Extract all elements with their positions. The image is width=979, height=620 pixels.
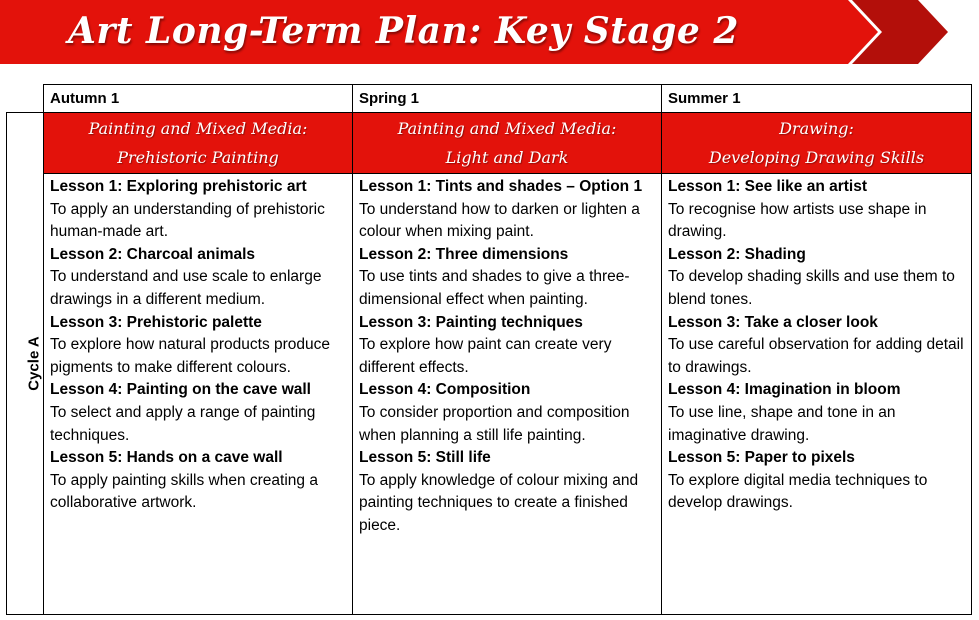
topic-subheading: Developing Drawing Skills [708,148,925,167]
term-header-autumn: Autumn 1 [44,85,353,113]
lessons-cell-summer [662,174,972,615]
lesson-description: To apply painting skills when creating a collaborative artwork. [50,471,318,512]
term-header-summer: Summer 1 [662,85,972,113]
lesson-title: Lesson 1: Tints and shades – Option 1 [359,178,643,195]
lesson-description: To select and apply a range of painting techniques. [50,403,316,444]
topic-subheading: Light and Dark [445,148,569,167]
corner-cell [7,85,44,113]
lesson-title: Lesson 5: Hands on a cave wall [50,449,283,467]
topic-heading: Painting and Mixed Media: [88,119,308,138]
lesson-description: To recognise how artists use shape in drawing. [668,200,927,241]
lesson-description: To use careful observation for adding detail to drawings. [668,336,964,376]
lesson-title: Lesson 3: Take a closer look [668,313,878,331]
lesson-description: To use line, shape and tone in an imaginative drawing. [668,403,896,444]
long-term-plan-table [6,84,972,615]
topic-heading: Painting and Mixed Media: [397,119,617,138]
title-banner [0,0,979,64]
topic-subheading: Prehistoric Painting [117,148,279,167]
lessons-cell-autumn [44,174,353,615]
lesson-title: Lesson 4: Imagination in bloom [668,381,901,399]
lesson-title: Lesson 5: Still life [359,449,491,467]
lesson-description: To apply an understanding of prehistoric human-made art. [50,200,325,241]
lesson-description: To explore digital media techniques to develop drawings. [668,471,928,512]
lesson-description: To understand and use scale to enlarge drawings in a different medium. [50,268,322,308]
topic-cell-autumn [44,113,353,174]
lesson-title: Lesson 3: Prehistoric palette [50,313,262,331]
cycle-cell [7,113,44,615]
lesson-title: Lesson 2: Shading [668,245,806,263]
lessons-cell-spring [353,174,662,615]
page-title: Art Long-Term Plan: Key Stage 2 [68,10,739,52]
term-header-row [7,85,972,113]
lesson-description: To develop shading skills and use them to blend tones. [668,268,955,308]
lessons-row [7,174,972,615]
term-header-spring: Spring 1 [353,85,662,113]
topic-row [7,113,972,174]
lesson-description: To apply knowledge of colour mixing and painting techniques to create a finished piece. [359,471,639,534]
topic-cell-summer [662,113,972,174]
lesson-title: Lesson 3: Painting techniques [359,313,583,331]
topic-heading: Drawing: [779,119,854,138]
topic-cell-spring [353,113,662,174]
lesson-description: To understand how to darken or lighten a colour when mixing paint. [359,200,640,241]
lesson-description: To consider proportion and composition when planning a still life painting. [359,403,630,444]
lesson-description: To explore how natural products produce pigments to make different colours. [50,336,331,376]
lesson-title: Lesson 1: Exploring prehistoric art [50,178,307,195]
lesson-description: To use tints and shades to give a three-dimensional effect when painting. [359,268,630,308]
lesson-title: Lesson 1: See like an artist [668,178,868,195]
lesson-description: To explore how paint can create very different effects. [359,336,612,376]
cycle-label: Cycle A [25,335,43,391]
lesson-title: Lesson 2: Charcoal animals [50,245,256,263]
lesson-title: Lesson 2: Three dimensions [359,245,569,263]
lesson-title: Lesson 4: Painting on the cave wall [50,381,311,399]
lesson-title: Lesson 4: Composition [359,381,531,399]
lesson-title: Lesson 5: Paper to pixels [668,449,855,467]
